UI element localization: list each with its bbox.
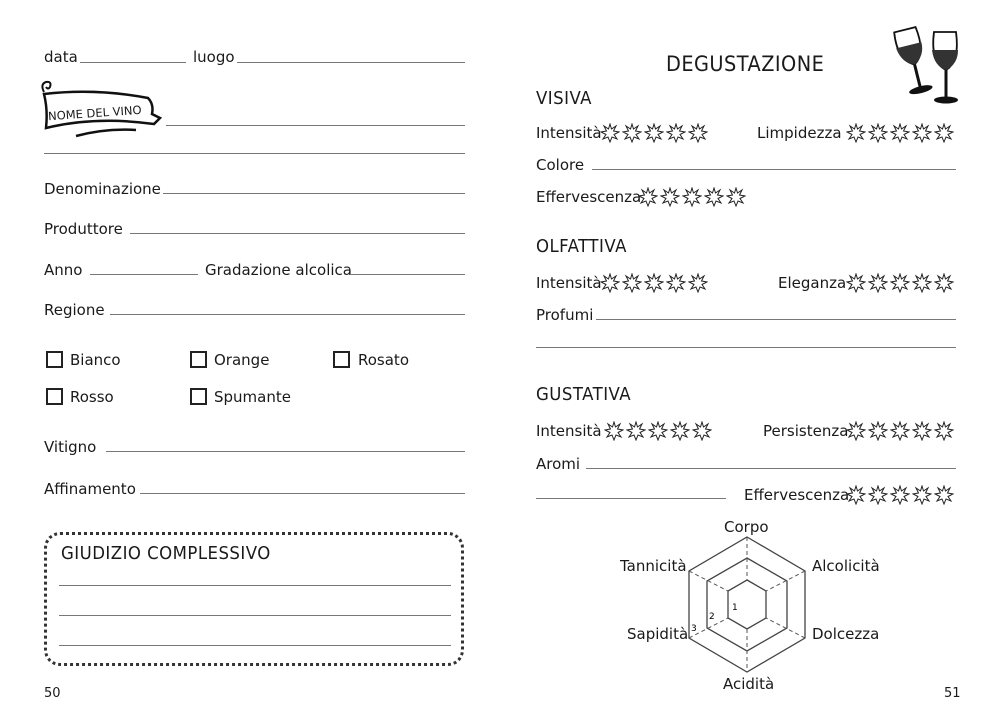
profumi-field-2[interactable] xyxy=(536,347,956,348)
aromi-field-2[interactable] xyxy=(536,498,726,499)
spumante-checkbox[interactable] xyxy=(190,388,207,405)
vitigno-label: Vitigno xyxy=(44,438,97,456)
luogo-field[interactable] xyxy=(237,62,465,63)
nome-del-vino-field[interactable] xyxy=(166,125,465,126)
star-icon[interactable] xyxy=(890,485,910,505)
radar-axis-sapidita: Sapidità xyxy=(627,625,689,643)
nome-del-vino-field-2[interactable] xyxy=(44,153,465,154)
ring-label-3: 3 xyxy=(691,624,697,634)
visiva-heading: VISIVA xyxy=(536,88,592,109)
bianco-label: Bianco xyxy=(70,351,121,369)
visiva-effervescenza-rating[interactable] xyxy=(638,187,746,207)
star-icon[interactable] xyxy=(890,123,910,143)
giudizio-title: GIUDIZIO COMPLESSIVO xyxy=(61,543,271,564)
radar-hexagon-chart[interactable] xyxy=(680,535,820,685)
colore-field[interactable] xyxy=(592,169,956,170)
aromi-label: Aromi xyxy=(536,455,581,473)
page-number-left: 50 xyxy=(44,686,61,701)
star-icon[interactable] xyxy=(912,485,932,505)
star-icon[interactable] xyxy=(912,421,932,441)
gradazione-field[interactable] xyxy=(350,274,465,275)
wine-glasses-icon xyxy=(888,22,968,108)
star-icon[interactable] xyxy=(604,421,624,441)
gustativa-intensita-rating[interactable] xyxy=(604,421,712,441)
star-icon[interactable] xyxy=(666,123,686,143)
page-number-right: 51 xyxy=(944,686,961,701)
rosato-checkbox[interactable] xyxy=(333,351,350,368)
visiva-effervescenza-label: Effervescenza xyxy=(536,188,642,206)
star-icon[interactable] xyxy=(846,123,866,143)
star-icon[interactable] xyxy=(638,187,658,207)
regione-field[interactable] xyxy=(110,314,465,315)
spumante-label: Spumante xyxy=(214,388,291,406)
giudizio-line-3[interactable] xyxy=(59,645,451,646)
star-icon[interactable] xyxy=(666,273,686,293)
anno-label: Anno xyxy=(44,261,83,279)
giudizio-line-1[interactable] xyxy=(59,585,451,586)
orange-label: Orange xyxy=(214,351,270,369)
vitigno-field[interactable] xyxy=(106,451,465,452)
star-icon[interactable] xyxy=(912,273,932,293)
gustativa-effervescenza-label: Effervescenza xyxy=(744,486,850,504)
star-icon[interactable] xyxy=(868,421,888,441)
profumi-field[interactable] xyxy=(596,319,956,320)
gradazione-label: Gradazione alcolica xyxy=(205,261,352,279)
star-icon[interactable] xyxy=(846,273,866,293)
profumi-label: Profumi xyxy=(536,306,594,324)
olfattiva-heading: OLFATTIVA xyxy=(536,236,627,257)
orange-checkbox[interactable] xyxy=(190,351,207,368)
star-icon[interactable] xyxy=(648,421,668,441)
luogo-label: luogo xyxy=(193,48,235,66)
star-icon[interactable] xyxy=(890,421,910,441)
data-label: data xyxy=(44,48,78,66)
star-icon[interactable] xyxy=(868,123,888,143)
rosso-label: Rosso xyxy=(70,388,114,406)
star-icon[interactable] xyxy=(644,273,664,293)
rosso-checkbox[interactable] xyxy=(46,388,63,405)
star-icon[interactable] xyxy=(644,123,664,143)
radar-axis-acidita: Acidità xyxy=(723,675,775,693)
produttore-field[interactable] xyxy=(130,233,465,234)
data-field[interactable] xyxy=(80,62,186,63)
star-icon[interactable] xyxy=(868,273,888,293)
star-icon[interactable] xyxy=(912,123,932,143)
star-icon[interactable] xyxy=(890,273,910,293)
star-icon[interactable] xyxy=(660,187,680,207)
persistenza-rating[interactable] xyxy=(846,421,954,441)
aromi-field[interactable] xyxy=(586,468,956,469)
limpidezza-label: Limpidezza xyxy=(757,124,842,142)
eleganza-label: Eleganza xyxy=(778,274,847,292)
radar-axis-corpo: Corpo xyxy=(724,518,769,536)
colore-label: Colore xyxy=(536,156,585,174)
affinamento-field[interactable] xyxy=(140,493,465,494)
produttore-label: Produttore xyxy=(44,220,123,238)
nome-del-vino-label: NOME DEL VINO xyxy=(47,102,142,124)
star-icon[interactable] xyxy=(934,273,954,293)
affinamento-label: Affinamento xyxy=(44,480,136,498)
star-icon[interactable] xyxy=(934,421,954,441)
anno-field[interactable] xyxy=(90,274,198,275)
star-icon[interactable] xyxy=(622,273,642,293)
gustativa-effervescenza-rating[interactable] xyxy=(846,485,954,505)
giudizio-complessivo-box xyxy=(44,532,464,666)
radar-axis-tannicita: Tannicità xyxy=(620,557,687,575)
star-icon[interactable] xyxy=(670,421,690,441)
degustazione-title: DEGUSTAZIONE xyxy=(666,52,825,76)
star-icon[interactable] xyxy=(726,187,746,207)
denominazione-field[interactable] xyxy=(163,193,465,194)
olfattiva-intensita-rating[interactable] xyxy=(600,273,708,293)
star-icon[interactable] xyxy=(846,421,866,441)
star-icon[interactable] xyxy=(692,421,712,441)
star-icon[interactable] xyxy=(622,123,642,143)
star-icon[interactable] xyxy=(846,485,866,505)
gustativa-heading: GUSTATIVA xyxy=(536,384,632,405)
giudizio-line-2[interactable] xyxy=(59,615,451,616)
radar-axis-dolcezza: Dolcezza xyxy=(812,625,880,643)
bianco-checkbox[interactable] xyxy=(46,351,63,368)
ring-label-1: 1 xyxy=(732,603,738,613)
olfattiva-intensita-label: Intensità xyxy=(536,274,602,292)
star-icon[interactable] xyxy=(934,123,954,143)
limpidezza-rating[interactable] xyxy=(846,123,954,143)
star-icon[interactable] xyxy=(600,273,620,293)
star-icon[interactable] xyxy=(704,187,724,207)
star-icon[interactable] xyxy=(934,485,954,505)
persistenza-label: Persistenza xyxy=(763,422,849,440)
rosato-label: Rosato xyxy=(358,351,409,369)
star-icon[interactable] xyxy=(682,187,702,207)
visiva-intensita-label: Intensità xyxy=(536,124,602,142)
regione-label: Regione xyxy=(44,301,105,319)
star-icon[interactable] xyxy=(600,123,620,143)
star-icon[interactable] xyxy=(868,485,888,505)
nome-del-vino-banner xyxy=(36,80,166,140)
star-icon[interactable] xyxy=(688,273,708,293)
star-icon[interactable] xyxy=(626,421,646,441)
visiva-intensita-rating[interactable] xyxy=(600,123,708,143)
gustativa-intensita-label: Intensità xyxy=(536,422,602,440)
ring-label-2: 2 xyxy=(709,612,715,622)
denominazione-label: Denominazione xyxy=(44,180,161,198)
star-icon[interactable] xyxy=(688,123,708,143)
radar-axis-alcolicita: Alcolicità xyxy=(812,557,880,575)
eleganza-rating[interactable] xyxy=(846,273,954,293)
